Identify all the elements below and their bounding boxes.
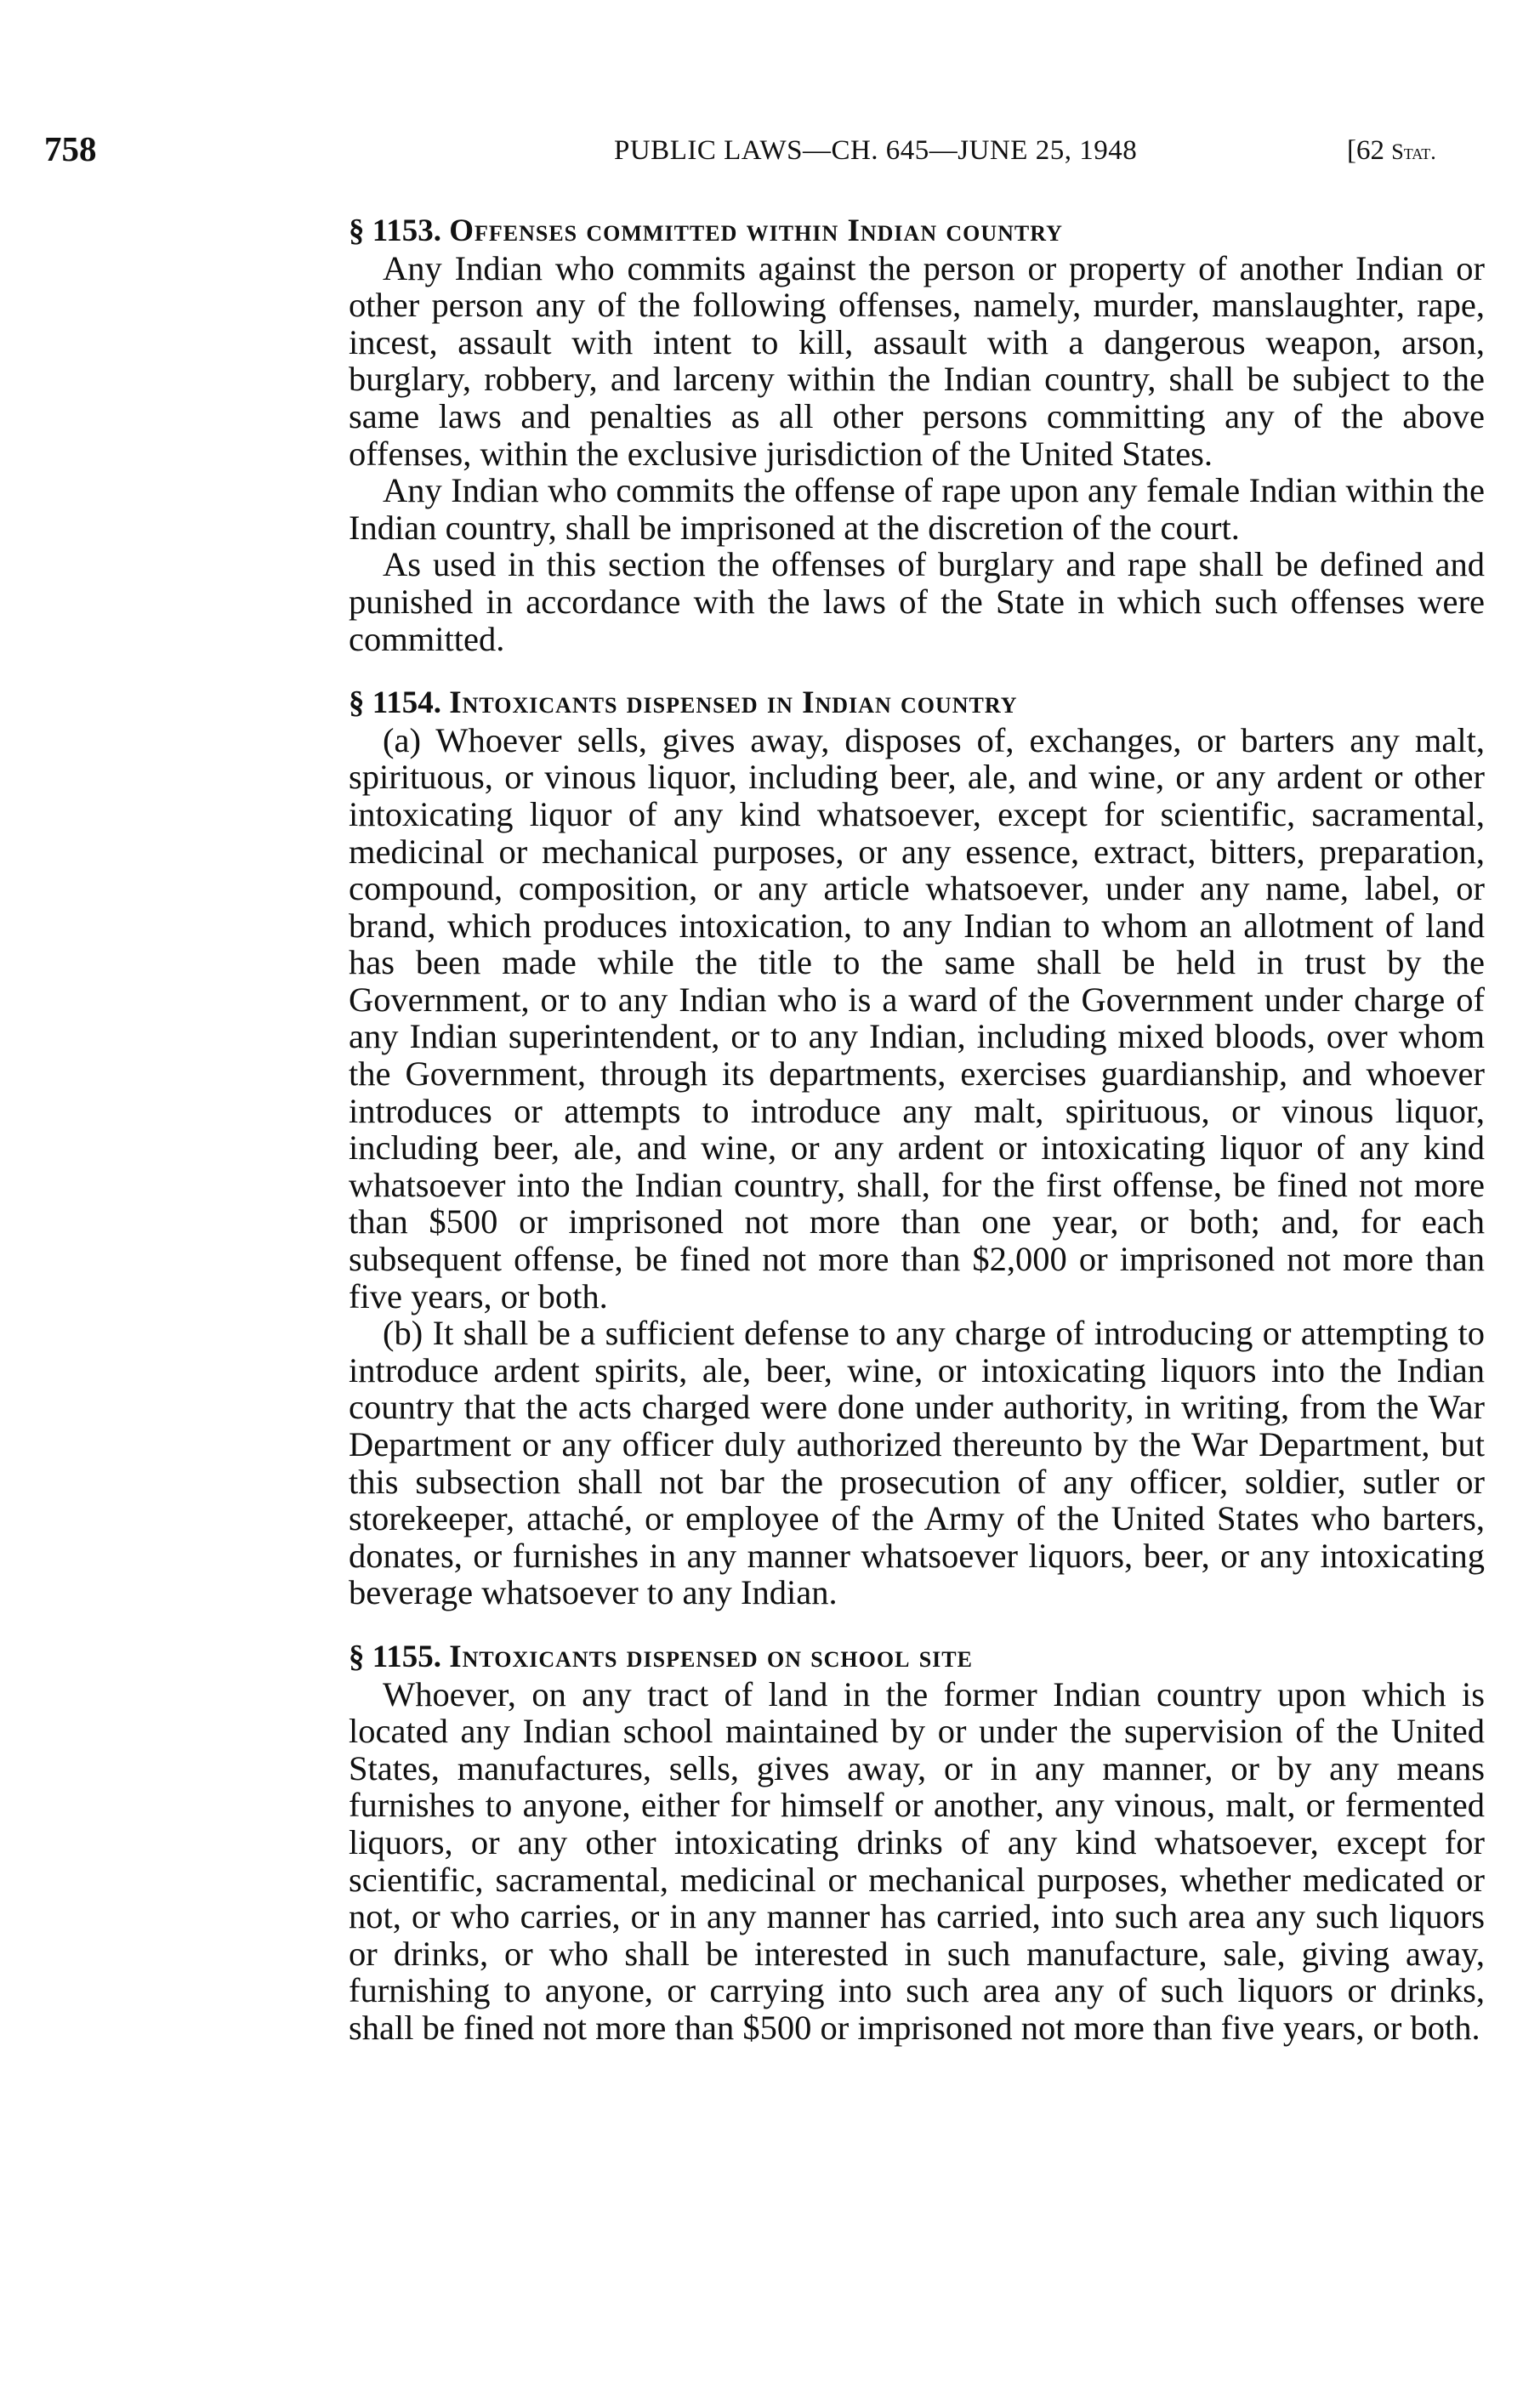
- page-number: 758: [44, 129, 97, 168]
- statute-body: [349, 213, 1485, 2047]
- paragraph: Any Indian who commits the offense of rape upon any female Indian within the Indian country, shall be imprisoned at the discretion of the court.: [349, 471, 1485, 547]
- section-number: § 1153.: [349, 213, 441, 248]
- section-number: § 1155.: [349, 1639, 441, 1674]
- paragraph: (b) It shall be a sufficient defense to any charge of introducing or attempting to introduce ardent spirits, ale, beer, wine, or intoxicating liquors into the Indian country that the acts charged were done under authority, in writing, from the War Department or any officer duly authorized thereunto by the War Department, but this subsection shall not bar the prosecution of any officer, soldier, sutler or storekeeper, attaché, or employee of the Army of the United States who barters, donates, or furnishes in any manner whatsoever liquors, beer, or any intoxicating beverage whatsoever to any Indian.: [349, 1314, 1485, 1612]
- paragraph: As used in this section the offenses of burglary and rape shall be defined and punished in accordance with the laws of the State in which such offenses were committed.: [349, 545, 1485, 658]
- section-caption: Offenses committed within Indian country: [449, 213, 1063, 248]
- running-title: PUBLIC LAWS—CH. 645—JUNE 25, 1948: [614, 135, 1138, 166]
- paragraph: (a) Whoever sells, gives away, disposes of, exchanges, or barters any malt, spirituous, or vinous liquor, including beer, ale, and wine, or any ardent or other intoxicating liquor of any kind whatsoever, except for scientific, sacramental, medicinal or mechanical purposes, or any essence, extract, bitters, preparation, compound, composition, or any article whatsoever, under any name, label, or brand, which produces intoxication, to any Indian to whom an allotment of land has been made while the title to the same shall be held in trust by the Government, or to any Indian who is a ward of the Government under charge of any Indian superintendent, or to any Indian, including mixed bloods, over whom the Government, through its departments, exercises guardianship, and whoever introduces or attempts to introduce any malt, spirituous, or vinous liquor, including beer, ale, and wine, or any ardent or intoxicating liquor of any kind whatsoever into the Indian country, shall, for the first offense, be fined not more than $500 or imprisoned not more than one year, or both; and, for each subsequent offense, be fined not more than $2,000 or imprisoned not more than five years, or both.: [349, 720, 1485, 1315]
- section-1153: [349, 213, 1485, 657]
- section-heading: [349, 213, 1485, 250]
- section-caption: Intoxicants dispensed on school site: [449, 1639, 973, 1674]
- volume-prefix: [62: [1347, 135, 1384, 166]
- section-caption: Intoxicants dispensed in Indian country: [449, 685, 1018, 721]
- volume-reference: [1347, 129, 1436, 173]
- section-1154: [349, 685, 1485, 1611]
- paragraph: Whoever, on any tract of land in the former Indian country upon which is located any Indian school maintained by or under the supervision of the United States, manufactures, sells, gives away, or in any manner, or by any means furnishes to anyone, either for himself or another, any vinous, malt, or fermented liquors, or any other intoxicating drinks of any kind whatsoever, except for scientific, sacramental, medicinal or mechanical purposes, whether medicated or not, or who carries, or in any manner has carried, into such area any such liquors or drinks, or who shall be interested in such manufacture, sale, giving away, furnishing to anyone, or carrying into such area any of such liquors or drinks, shall be fined not more than $500 or imprisoned not more than five years, or both.: [349, 1674, 1485, 2047]
- volume-label: Stat.: [1391, 139, 1436, 164]
- section-number: § 1154.: [349, 685, 441, 721]
- section-heading: [349, 1639, 1485, 1676]
- running-head: [44, 128, 1490, 170]
- paragraph: Any Indian who commits against the person or property of another Indian or other person any of the following offenses, namely, murder, manslaughter, rape, incest, assault with intent to kill, assault with a dangerous weapon, arson, burglary, robbery, and larceny within the Indian country, shall be subject to the same laws and penalties as all other persons committing any of the above offenses, within the exclusive jurisdiction of the United States.: [349, 248, 1485, 473]
- section-heading: [349, 685, 1485, 722]
- section-1155: [349, 1639, 1485, 2047]
